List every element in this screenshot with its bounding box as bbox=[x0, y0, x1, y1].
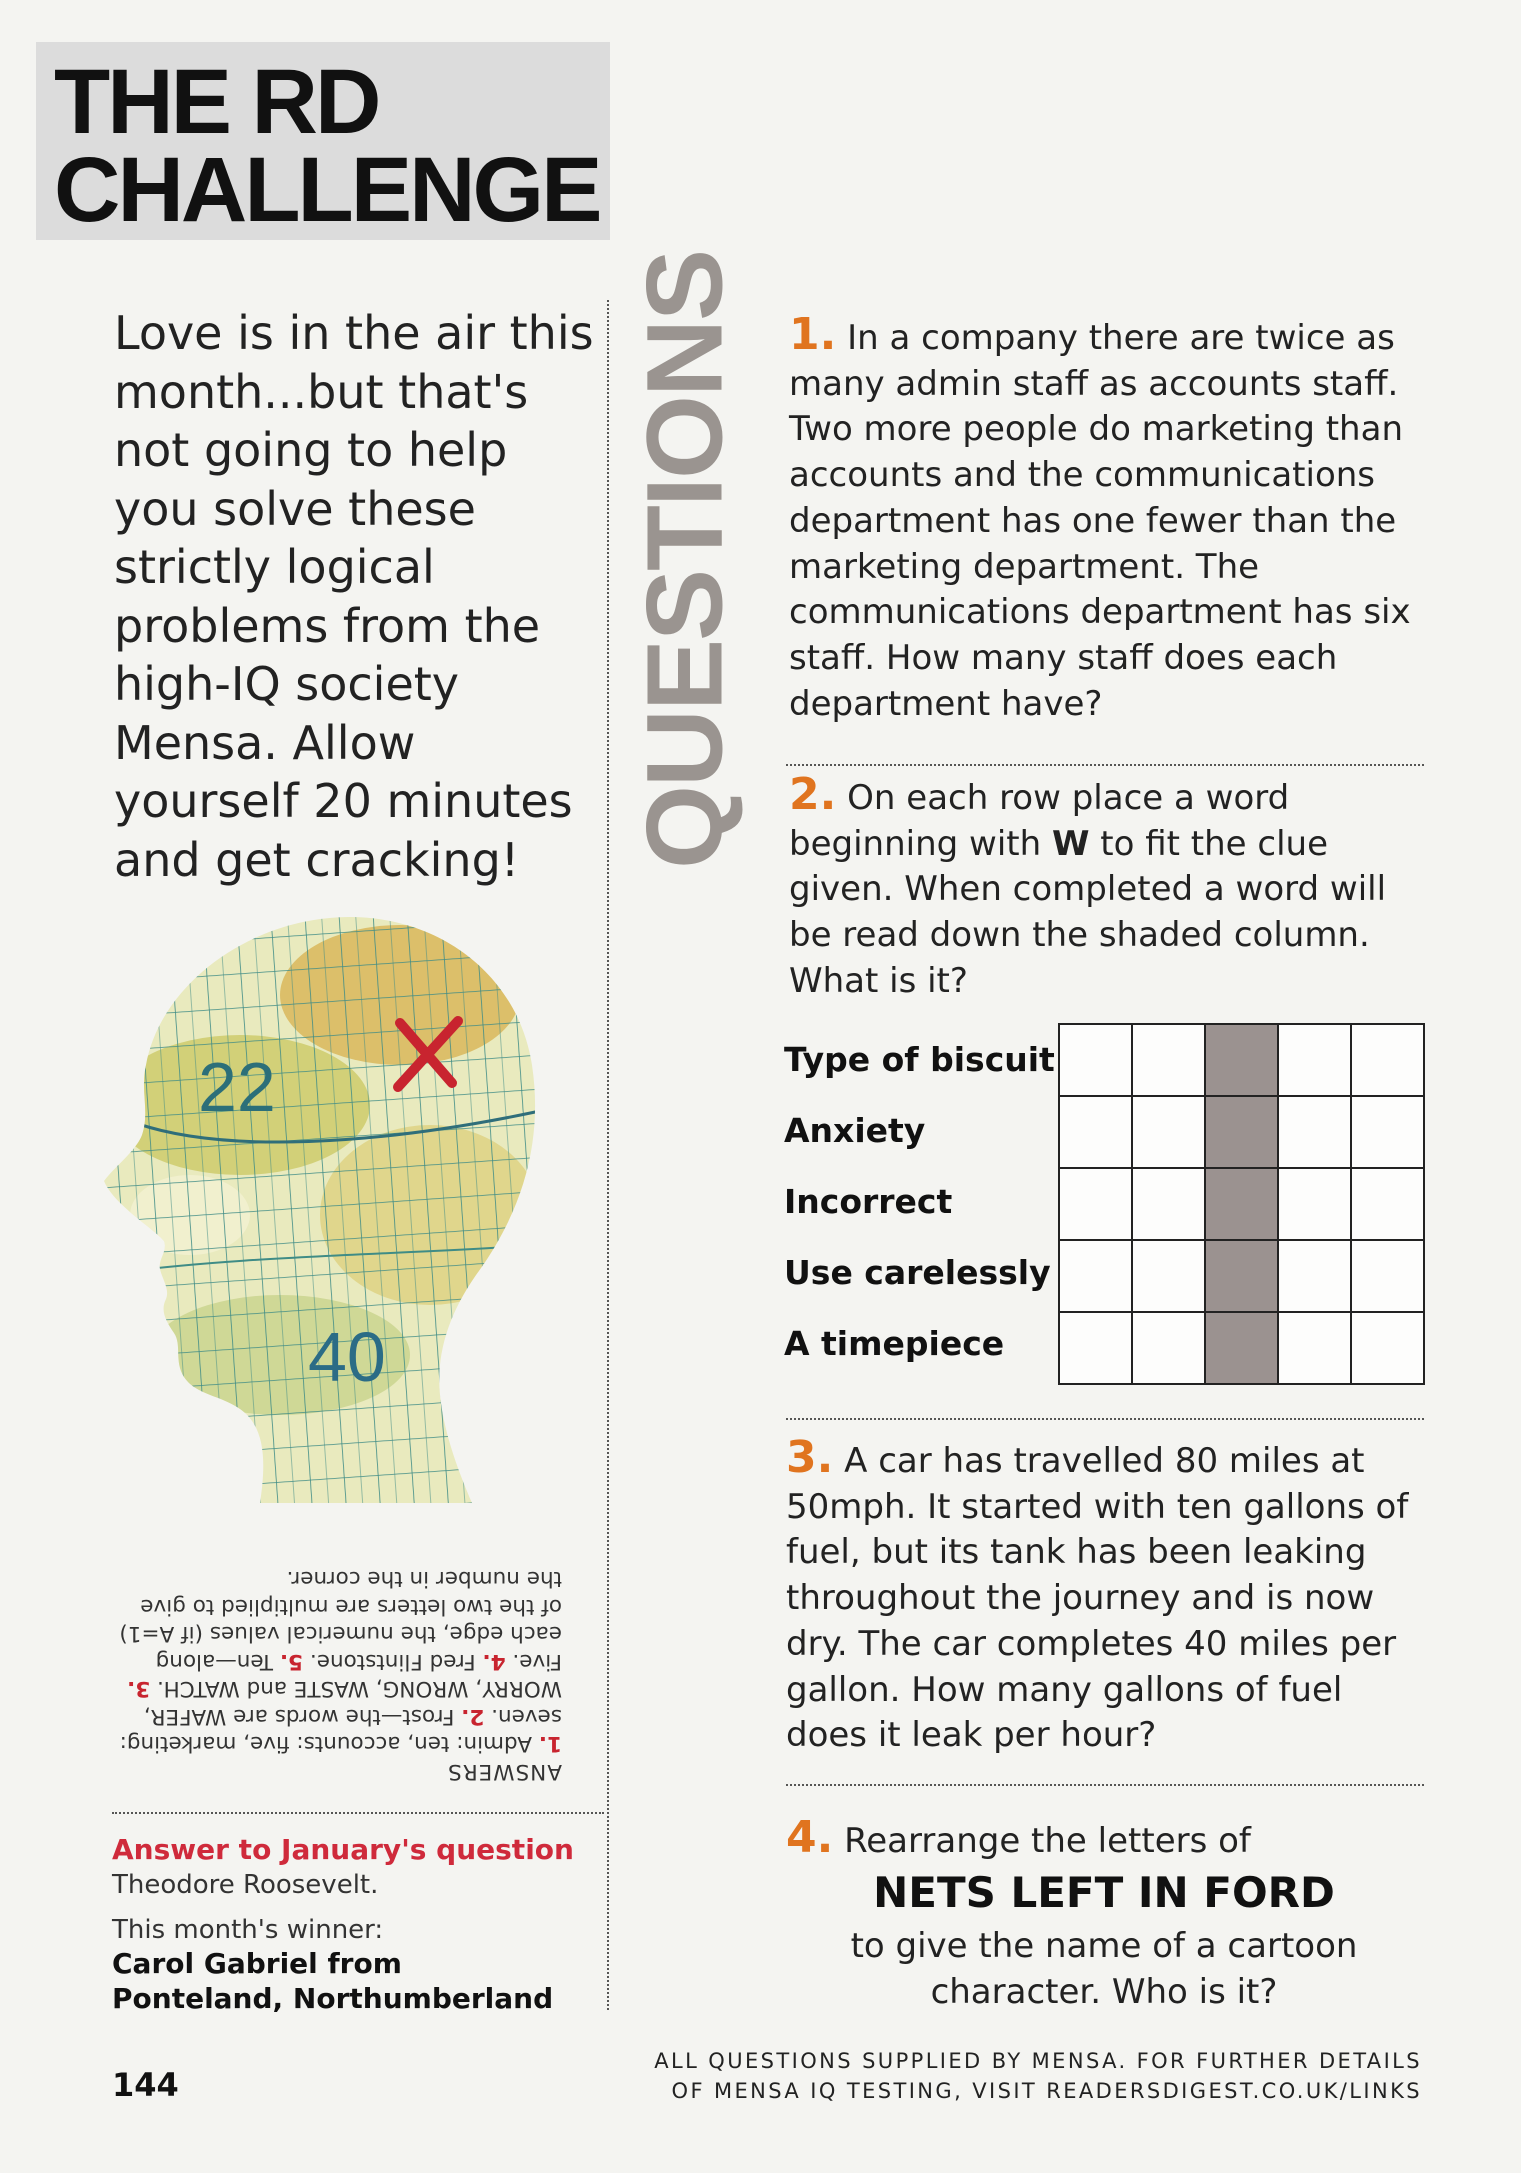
grid-cell-shaded[interactable] bbox=[1205, 1168, 1278, 1240]
question-text: Rearrange the letters of bbox=[844, 1821, 1251, 1861]
question-text: On each row place a word beginning with bbox=[789, 778, 1290, 864]
question-divider-2 bbox=[786, 1418, 1424, 1420]
grid-cell[interactable] bbox=[1132, 1024, 1205, 1096]
grid-cell[interactable] bbox=[1278, 1240, 1351, 1312]
illustration-number-22: 22 bbox=[198, 1048, 276, 1126]
page-title bbox=[54, 51, 600, 241]
winner-label: This month's winner: bbox=[112, 1915, 384, 1945]
grid-cell[interactable] bbox=[1132, 1240, 1205, 1312]
questions-label-wrap bbox=[623, 250, 745, 870]
grid-cell[interactable] bbox=[1351, 1240, 1424, 1312]
grid-cell[interactable] bbox=[1278, 1096, 1351, 1168]
grid-cell[interactable] bbox=[1059, 1096, 1132, 1168]
grid-cell[interactable] bbox=[1059, 1024, 1132, 1096]
question-number: 4. bbox=[786, 1812, 834, 1863]
answers-divider bbox=[112, 1812, 604, 1814]
credit-line-2: OF MENSA IQ TESTING, VISIT READERSDIGEST.CO.UK/LINKS bbox=[671, 2079, 1422, 2103]
grid-cell[interactable] bbox=[1351, 1168, 1424, 1240]
winner-name: Carol Gabriel from bbox=[112, 1947, 402, 1980]
grid-row bbox=[1059, 1240, 1424, 1312]
illustration-number-40: 40 bbox=[308, 1318, 386, 1396]
question-3 bbox=[786, 1432, 1426, 1759]
question-number: 2. bbox=[789, 769, 837, 820]
grid-cell[interactable] bbox=[1351, 1024, 1424, 1096]
word-grid bbox=[1058, 1023, 1425, 1385]
question-4-tail: to give the name of a cartoon character. Who is it? bbox=[850, 1926, 1358, 2012]
grid-cell[interactable] bbox=[1059, 1312, 1132, 1384]
clue-anxiety: Anxiety bbox=[784, 1111, 926, 1150]
head-illustration bbox=[100, 915, 540, 1505]
page-number: 144 bbox=[112, 2066, 179, 2104]
intro-text: Love is in the air this month...but that's not going to help you solve these strictly logical problems from the high-IQ society Mensa. Allow yourself 20 minutes and get cracking! bbox=[114, 306, 594, 887]
clue-incorrect: Incorrect bbox=[784, 1182, 953, 1221]
clue-type-of-biscuit: Type of biscuit bbox=[784, 1040, 1055, 1079]
grid-cell[interactable] bbox=[1059, 1168, 1132, 1240]
question-text: A car has travelled 80 miles at 50mph. It started with ten gallons of fuel, but its tank has been leaking throughout the journey and is now dry. The car completes 40 miles per gallon. How many gallons of fuel does it leak per hour? bbox=[786, 1441, 1409, 1756]
grid-cell-shaded[interactable] bbox=[1205, 1240, 1278, 1312]
grid-cell[interactable] bbox=[1132, 1168, 1205, 1240]
previous-answer-block bbox=[112, 1832, 592, 2016]
grid-cell[interactable] bbox=[1351, 1096, 1424, 1168]
question-1 bbox=[789, 309, 1429, 727]
anagram-letters: NETS LEFT IN FORD bbox=[873, 1868, 1335, 1917]
question-number: 3. bbox=[786, 1432, 834, 1483]
previous-answer: Theodore Roosevelt. bbox=[112, 1870, 379, 1900]
question-2 bbox=[789, 769, 1429, 1005]
grid-cell-shaded[interactable] bbox=[1205, 1312, 1278, 1384]
question-number: 1. bbox=[789, 309, 837, 360]
answers-body: 1. Admin: ten, accounts: five, marketing: seven. 2. Frost—the words are WAFER, WORRY, WRONG, WASTE and WATCH. 3. Five. 4. Fred Flintstone. 5. Ten—along each edge, the numerical values (if A=1) of the two letters are multiplied to give the number in the corner. bbox=[119, 1566, 562, 1757]
grid-row bbox=[1059, 1312, 1424, 1384]
grid-cell[interactable] bbox=[1278, 1168, 1351, 1240]
mensa-credit bbox=[560, 2046, 1422, 2106]
title-line-1: THE RD bbox=[54, 51, 379, 153]
grid-cell-shaded[interactable] bbox=[1205, 1024, 1278, 1096]
question-bold-letter: W bbox=[1051, 823, 1090, 864]
questions-label: QUESTIONS bbox=[623, 250, 745, 870]
grid-row bbox=[1059, 1096, 1424, 1168]
answers-heading: ANSWERS bbox=[447, 1759, 562, 1784]
grid-cell[interactable] bbox=[1059, 1240, 1132, 1312]
grid-cell[interactable] bbox=[1278, 1024, 1351, 1096]
column-divider bbox=[607, 300, 609, 2010]
clue-use-carelessly: Use carelessly bbox=[784, 1253, 1051, 1292]
grid-cell-shaded[interactable] bbox=[1205, 1096, 1278, 1168]
grid-row bbox=[1059, 1168, 1424, 1240]
credit-line-1: ALL QUESTIONS SUPPLIED BY MENSA. FOR FURTHER DETAILS bbox=[654, 2049, 1422, 2073]
grid-cell[interactable] bbox=[1132, 1312, 1205, 1384]
grid-cell[interactable] bbox=[1351, 1312, 1424, 1384]
question-4 bbox=[786, 1812, 1251, 1863]
grid-cell[interactable] bbox=[1132, 1096, 1205, 1168]
question-text: In a company there are twice as many admin staff as accounts staff. Two more people do marketing than accounts and the communications department has one fewer than the marketing department. The communications department has six staff. How many staff does each department have? bbox=[789, 318, 1411, 724]
question-text-continued: to fit the clue given. When completed a word will be read down the shaded column. What is it? bbox=[789, 823, 1387, 1001]
question-divider-3 bbox=[786, 1784, 1424, 1786]
clue-a-timepiece: A timepiece bbox=[784, 1324, 1005, 1363]
winner-location: Ponteland, Northumberland bbox=[112, 1982, 554, 2015]
answers-upside-down bbox=[112, 1535, 562, 1785]
grid-cell[interactable] bbox=[1278, 1312, 1351, 1384]
title-line-2: CHALLENGE bbox=[54, 139, 600, 241]
previous-answer-heading: Answer to January's question bbox=[112, 1833, 574, 1866]
grid-row bbox=[1059, 1024, 1424, 1096]
question-divider-1 bbox=[786, 764, 1424, 766]
